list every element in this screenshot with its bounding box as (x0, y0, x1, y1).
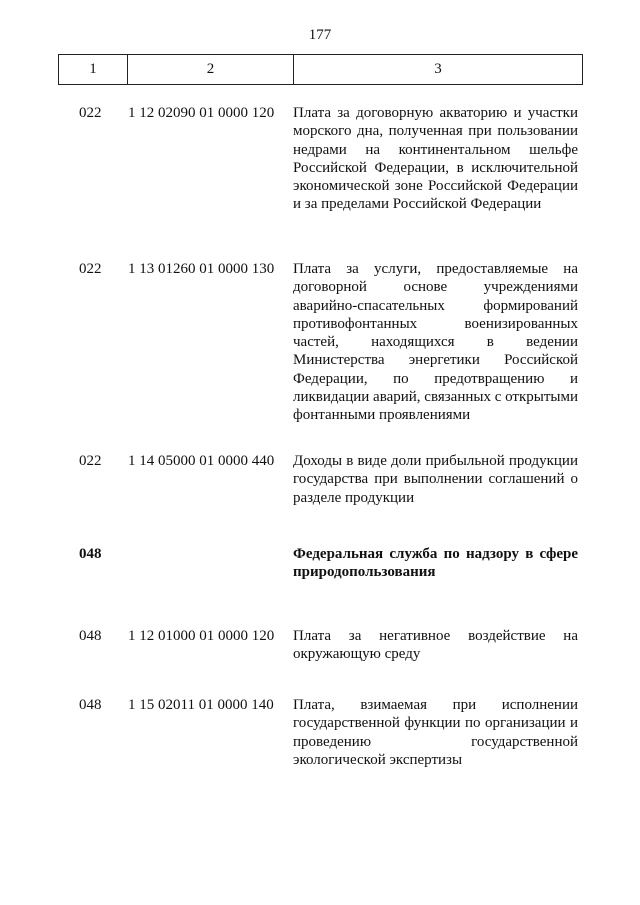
income-description: Плата за договорную акваторию и участки морского дна, полученная при пользовании недрами на континентальном шельфе Российской Федерации, в исключительной экономической зоне Российской Федерации и за пределами Российской Федерации (293, 105, 578, 213)
admin-code: 048 (79, 697, 102, 713)
admin-code: 022 (79, 105, 102, 121)
header-row (59, 55, 583, 85)
kbk-code: 1 13 01260 01 0000 130 (128, 261, 275, 277)
admin-code: 048 (79, 546, 102, 562)
kbk-code: 1 15 02011 01 0000 140 (128, 697, 274, 713)
kbk-code: 1 12 01000 01 0000 120 (128, 628, 275, 644)
column-header-table (58, 54, 583, 85)
section-heading: Федеральная служба по надзору в сфере природопользования (293, 546, 578, 581)
page-number: 177 (308, 27, 332, 43)
admin-code: 048 (79, 628, 102, 644)
kbk-code: 1 14 05000 01 0000 440 (128, 453, 275, 469)
kbk-code: 1 12 02090 01 0000 120 (128, 105, 275, 121)
header-col-3: 3 (294, 55, 583, 85)
income-description: Плата за негативное воздействие на окружающую среду (293, 628, 578, 663)
admin-code: 022 (79, 261, 102, 277)
income-description: Плата, взимаемая при исполнении государственной функции по организации и проведению государственной экологической экспертизы (293, 697, 578, 768)
header-col-1: 1 (59, 55, 128, 85)
header-col-2: 2 (128, 55, 294, 85)
admin-code: 022 (79, 453, 102, 469)
income-description: Плата за услуги, предоставляемые на договорной основе учреждениями аварийно-спасательных формирований противофонтанных военизированных частей, находящихся в ведении Министерства энергетики Российской Федерации, по предотвращению и ликвидации аварий, связанных с открытыми фонтанными проявлениями (293, 261, 578, 424)
income-description: Доходы в виде доли прибыльной продукции государства при выполнении соглашений о разделе продукции (293, 453, 578, 506)
